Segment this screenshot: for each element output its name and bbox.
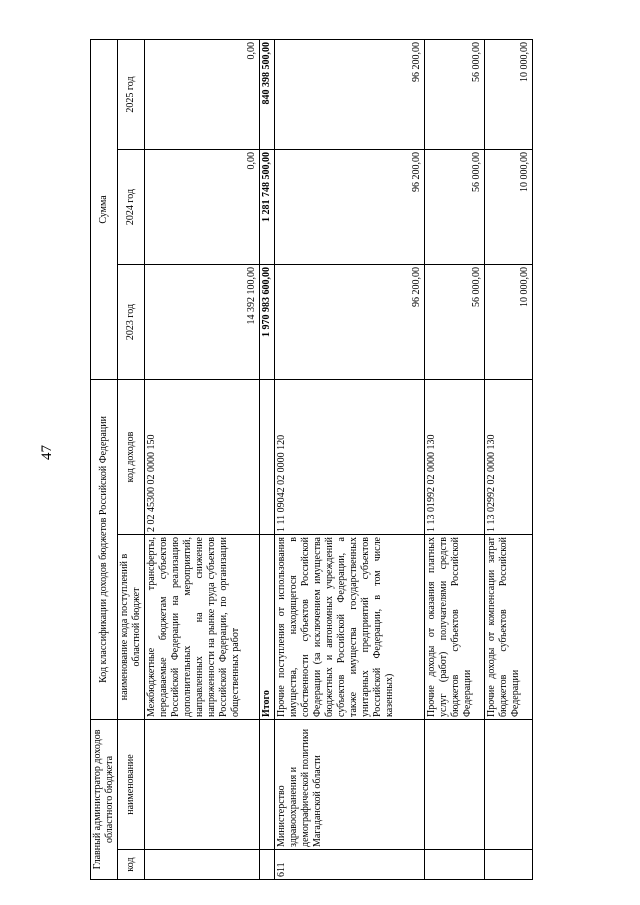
- amount-2023-cell: 14 392 100,00: [145, 264, 260, 379]
- header-income-code: код доходов: [118, 379, 145, 534]
- page-number: 47: [39, 445, 55, 460]
- income-code-cell: 1 13 01992 02 0000 130: [425, 379, 485, 534]
- admin-name-cell: [425, 720, 485, 850]
- header-code: код: [118, 850, 145, 880]
- amount-2023-cell: 96 200,00: [275, 264, 425, 379]
- income-name-cell: Прочие доходы от компенсации затрат бюджетов субъектов Российской Федерации: [485, 535, 533, 720]
- income-code-cell: 2 02 45300 02 0000 150: [145, 379, 260, 534]
- amount-2025-cell: 56 000,00: [425, 39, 485, 149]
- income-name-cell: Прочие доходы от оказания платных услуг (работ) получателями средств бюджетов субъектов Российской Федерации: [425, 535, 485, 720]
- amount-2023-cell: 10 000,00: [485, 264, 533, 379]
- amount-2024-cell: 56 000,00: [425, 149, 485, 264]
- header-admin-group: Главный администратор доходов областного бюджета: [91, 720, 118, 880]
- income-classification-table: [90, 39, 533, 880]
- admin-name-cell: [145, 720, 260, 850]
- admin-code-cell: [260, 850, 275, 880]
- table-row: [145, 39, 260, 879]
- amount-2024-cell: 96 200,00: [275, 149, 425, 264]
- total-row: [260, 39, 275, 879]
- header-sum-group: Сумма: [91, 39, 118, 379]
- rotated-table-container: [90, 40, 570, 880]
- admin-name-cell: Министерство здравоохранения и демографической политики Магаданской области: [275, 720, 425, 850]
- table-row: [485, 39, 533, 879]
- admin-code-cell: 611: [275, 850, 425, 880]
- income-name-cell: Прочие поступления от использования имущества, находящегося в собственности субъектов Российской Федерации (за исключением имущества бюджетных и автономных учреждений субъектов Российской Федерации, а также имущества государственных унитарных предприятий субъектов Российской Федерации, в том числе казенных): [275, 535, 425, 720]
- header-2023: 2023 год: [118, 264, 145, 379]
- total-2023-cell: 1 970 983 600,00: [260, 264, 275, 379]
- amount-2024-cell: 10 000,00: [485, 149, 533, 264]
- income-code-cell: 1 13 02992 02 0000 130: [485, 379, 533, 534]
- table-row: [275, 39, 425, 879]
- header-2025: 2025 год: [118, 39, 145, 149]
- header-2024: 2024 год: [118, 149, 145, 264]
- table-row: [425, 39, 485, 879]
- admin-code-cell: [485, 850, 533, 880]
- header-classification-group: Код классификации доходов бюджетов Российской Федерации: [91, 379, 118, 719]
- admin-code-cell: [425, 850, 485, 880]
- header-row-1: [91, 39, 118, 879]
- amount-2025-cell: 0,00: [145, 39, 260, 149]
- income-name-cell: Межбюджетные трансферты, передаваемые бюджетам субъектов Российской Федерации на реализацию дополнительных мероприятий, направленных на снижение напряженности на рынке труда субъектов Российской Федерации, по организации общественных работ: [145, 535, 260, 720]
- amount-2023-cell: 56 000,00: [425, 264, 485, 379]
- header-income-code-name: наименование кода поступлений в областной бюджет: [118, 535, 145, 720]
- header-row-2: [118, 39, 145, 879]
- amount-2025-cell: 10 000,00: [485, 39, 533, 149]
- amount-2024-cell: 0,00: [145, 149, 260, 264]
- admin-name-cell: [485, 720, 533, 850]
- header-name: наименование: [118, 720, 145, 850]
- total-2024-cell: 1 281 748 500,00: [260, 149, 275, 264]
- income-code-cell: [260, 379, 275, 534]
- income-code-cell: 1 11 09042 02 0000 120: [275, 379, 425, 534]
- total-2025-cell: 840 398 500,00: [260, 39, 275, 149]
- admin-code-cell: [145, 850, 260, 880]
- admin-name-cell: [260, 720, 275, 850]
- total-label-cell: Итого: [260, 535, 275, 720]
- amount-2025-cell: 96 200,00: [275, 39, 425, 149]
